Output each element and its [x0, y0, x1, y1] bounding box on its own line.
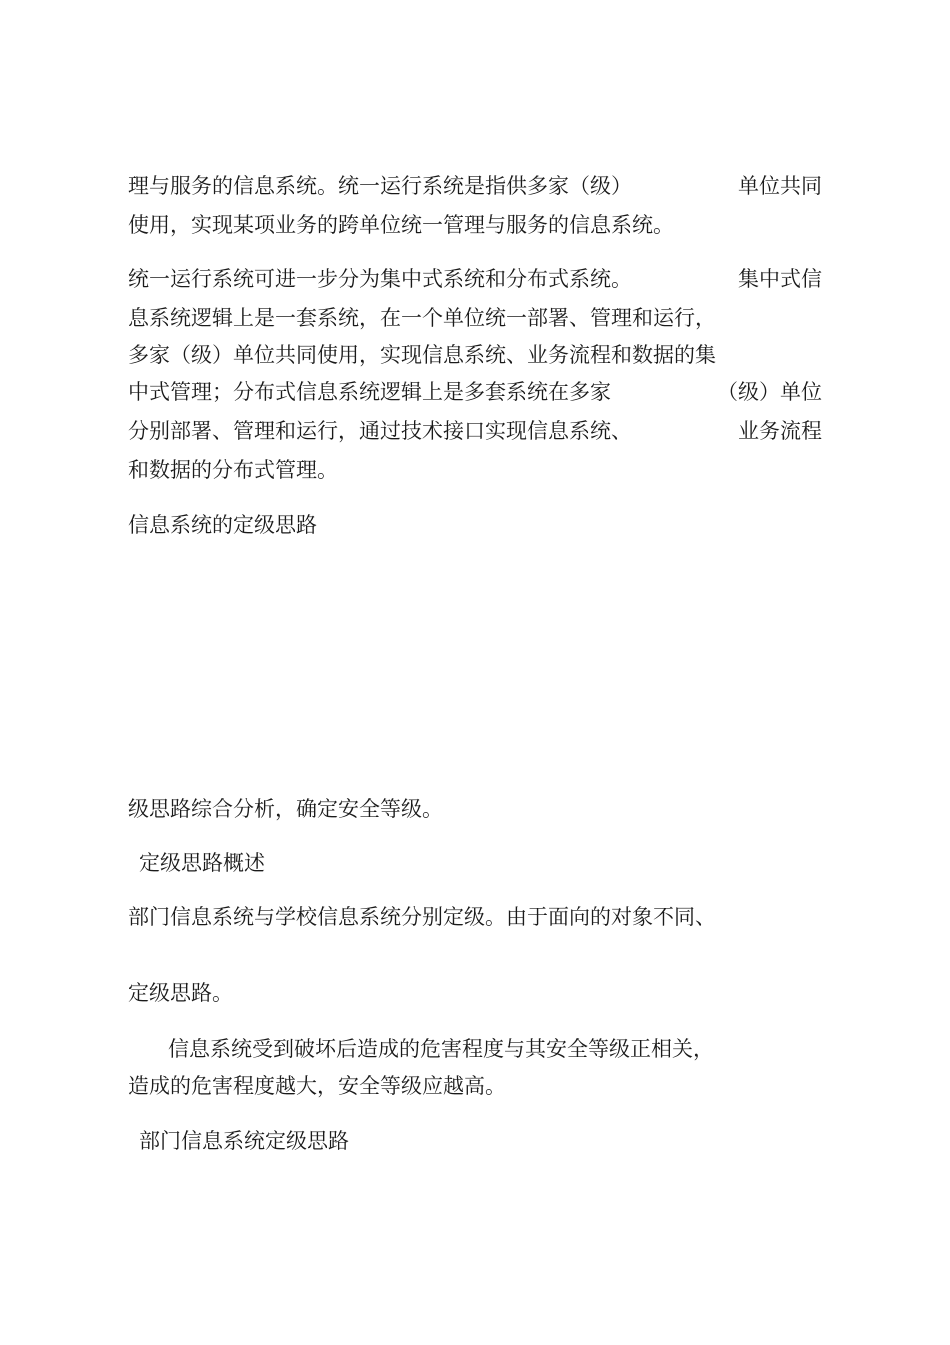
text-line — [128, 565, 828, 593]
text-line: 信息系统受到破坏后造成的危害程度与其安全等级正相关， — [168, 1037, 714, 1061]
text-segment: 统一运行系统可进一步分为集中式系统和分布式系统。 — [128, 267, 632, 291]
text-segment: 集中式信 — [738, 267, 822, 291]
text-segment: 业务流程 — [738, 419, 822, 443]
text-line: 和数据的分布式管理。 — [128, 458, 338, 482]
text-line — [128, 172, 822, 200]
text-line — [128, 641, 828, 669]
text-line: 多家（级）单位共同使用，实现信息系统、业务流程和数据的集 — [128, 343, 716, 367]
text-segment: （级）单位 — [717, 380, 822, 404]
text-line — [128, 417, 822, 445]
section-heading: 信息系统的定级思路 — [128, 513, 317, 537]
text-line — [128, 265, 822, 293]
text-line — [128, 378, 822, 406]
text-line: 使用，实现某项业务的跨单位统一管理与服务的信息系统。 — [128, 213, 674, 237]
text-line: 部门信息系统与学校信息系统分别定级。由于面向的对象不同、 — [128, 905, 716, 929]
text-line — [128, 717, 828, 745]
text-line: 造成的危害程度越大，安全等级应越高。 — [128, 1074, 506, 1098]
text-line: 定级思路。 — [128, 981, 233, 1005]
text-line: 级思路综合分析，确定安全等级。 — [128, 797, 443, 821]
section-heading: 部门信息系统定级思路 — [139, 1129, 349, 1153]
text-line — [128, 603, 828, 631]
text-segment: 理与服务的信息系统。统一运行系统是指供多家（级） — [128, 174, 632, 198]
text-line: 息系统逻辑上是一套系统，在一个单位统一部署、管理和运行， — [128, 306, 716, 330]
text-line — [128, 679, 828, 707]
text-segment: 分别部署、管理和运行，通过技术接口实现信息系统、 — [128, 419, 632, 443]
text-line — [128, 756, 828, 784]
text-segment: 中式管理；分布式信息系统逻辑上是多套系统在多家 — [128, 380, 611, 404]
section-heading: 定级思路概述 — [139, 851, 265, 875]
text-segment: 单位共同 — [738, 174, 822, 198]
text-line — [128, 941, 828, 969]
